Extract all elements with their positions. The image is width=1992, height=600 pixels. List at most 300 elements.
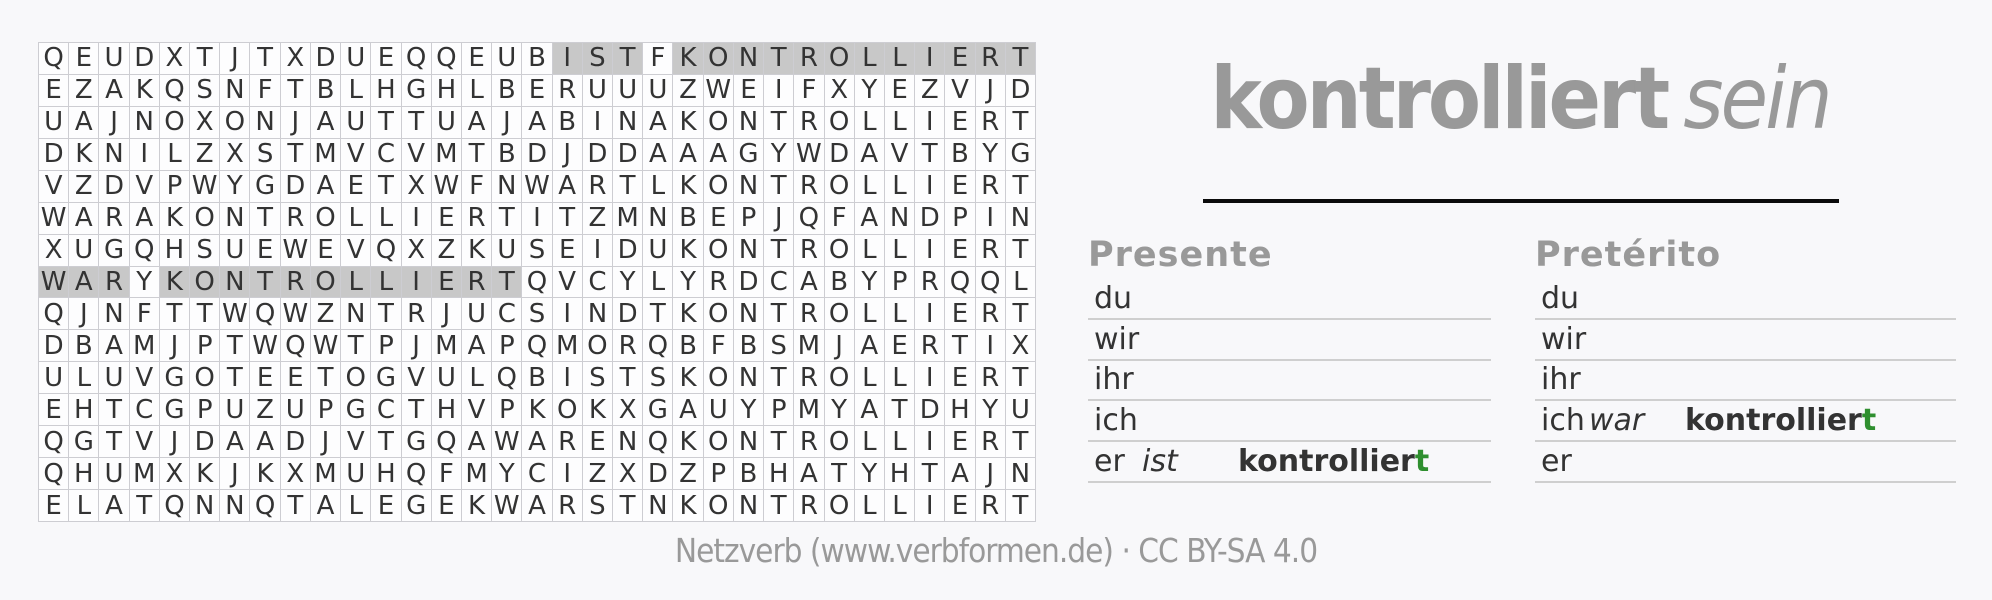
grid-cell[interactable]: F xyxy=(794,75,824,107)
grid-cell[interactable]: A xyxy=(462,426,492,458)
grid-cell[interactable]: N xyxy=(220,490,250,522)
grid-cell[interactable]: L xyxy=(885,426,915,458)
grid-cell[interactable]: T xyxy=(220,362,250,394)
grid-cell[interactable]: K xyxy=(673,426,703,458)
grid-cell[interactable]: J xyxy=(220,43,250,75)
grid-cell[interactable]: G xyxy=(402,75,432,107)
grid-cell[interactable]: B xyxy=(553,107,583,139)
grid-cell[interactable]: E xyxy=(945,235,975,267)
grid-cell[interactable]: C xyxy=(371,139,401,171)
grid-cell[interactable]: N xyxy=(1006,458,1036,490)
grid-cell[interactable]: F xyxy=(432,458,462,490)
grid-cell[interactable]: A xyxy=(99,75,129,107)
grid-cell[interactable]: R xyxy=(281,203,311,235)
grid-cell[interactable]: X xyxy=(402,235,432,267)
grid-cell[interactable]: R xyxy=(402,298,432,330)
grid-cell[interactable]: A xyxy=(794,267,824,299)
grid-cell[interactable]: A xyxy=(522,490,552,522)
grid-cell[interactable]: R xyxy=(976,298,1006,330)
grid-cell[interactable]: E xyxy=(39,75,69,107)
grid-cell[interactable]: T xyxy=(764,107,794,139)
grid-cell[interactable]: U xyxy=(341,458,371,490)
grid-cell[interactable]: F xyxy=(643,43,673,75)
grid-cell[interactable]: N xyxy=(250,107,280,139)
grid-cell[interactable]: R xyxy=(794,43,824,75)
grid-cell[interactable]: C xyxy=(371,394,401,426)
grid-cell[interactable]: B xyxy=(522,43,552,75)
grid-cell[interactable]: A xyxy=(704,139,734,171)
grid-cell[interactable]: A xyxy=(69,267,99,299)
grid-cell[interactable]: I xyxy=(553,458,583,490)
grid-cell[interactable]: J xyxy=(160,330,190,362)
grid-cell[interactable]: T xyxy=(915,458,945,490)
grid-cell[interactable]: E xyxy=(281,362,311,394)
grid-cell[interactable]: A xyxy=(553,171,583,203)
grid-cell[interactable]: U xyxy=(613,75,643,107)
grid-cell[interactable]: N xyxy=(99,298,129,330)
grid-cell[interactable]: B xyxy=(673,330,703,362)
grid-cell[interactable]: R xyxy=(613,330,643,362)
grid-cell[interactable]: B xyxy=(825,267,855,299)
grid-cell[interactable]: P xyxy=(371,330,401,362)
word-search-grid[interactable] xyxy=(38,42,1036,522)
grid-cell[interactable]: L xyxy=(643,171,673,203)
grid-cell[interactable]: G xyxy=(402,490,432,522)
grid-cell[interactable]: O xyxy=(825,490,855,522)
grid-cell[interactable]: A xyxy=(643,139,673,171)
grid-cell[interactable]: O xyxy=(341,362,371,394)
grid-cell[interactable]: T xyxy=(643,298,673,330)
grid-cell[interactable]: O xyxy=(160,107,190,139)
grid-cell[interactable]: G xyxy=(341,394,371,426)
grid-cell[interactable]: O xyxy=(704,107,734,139)
grid-cell[interactable]: G xyxy=(69,426,99,458)
grid-cell[interactable]: I xyxy=(915,107,945,139)
grid-cell[interactable]: Y xyxy=(825,394,855,426)
grid-cell[interactable]: X xyxy=(220,139,250,171)
grid-cell[interactable]: T xyxy=(1006,235,1036,267)
grid-cell[interactable]: N xyxy=(734,171,764,203)
grid-cell[interactable]: B xyxy=(673,203,703,235)
grid-cell[interactable]: A xyxy=(673,139,703,171)
grid-cell[interactable]: P xyxy=(311,394,341,426)
grid-cell[interactable]: O xyxy=(311,203,341,235)
grid-cell[interactable]: T xyxy=(1006,43,1036,75)
grid-cell[interactable]: Y xyxy=(130,267,160,299)
grid-cell[interactable]: D xyxy=(99,171,129,203)
grid-cell[interactable]: N xyxy=(643,490,673,522)
grid-cell[interactable]: L xyxy=(341,267,371,299)
grid-cell[interactable]: X xyxy=(190,107,220,139)
grid-cell[interactable]: W xyxy=(704,75,734,107)
grid-cell[interactable]: Y xyxy=(613,267,643,299)
grid-cell[interactable]: T xyxy=(371,171,401,203)
grid-cell[interactable]: D xyxy=(583,139,613,171)
grid-cell[interactable]: P xyxy=(492,330,522,362)
grid-cell[interactable]: X xyxy=(613,458,643,490)
grid-cell[interactable]: N xyxy=(734,426,764,458)
grid-cell[interactable]: I xyxy=(583,107,613,139)
grid-cell[interactable]: L xyxy=(462,75,492,107)
grid-cell[interactable]: T xyxy=(371,426,401,458)
grid-cell[interactable]: A xyxy=(643,107,673,139)
grid-cell[interactable]: O xyxy=(311,267,341,299)
grid-cell[interactable]: K xyxy=(673,490,703,522)
grid-cell[interactable]: W xyxy=(794,139,824,171)
grid-cell[interactable]: J xyxy=(976,458,1006,490)
grid-cell[interactable]: J xyxy=(825,330,855,362)
grid-cell[interactable]: E xyxy=(432,267,462,299)
grid-cell[interactable]: T xyxy=(764,171,794,203)
grid-cell[interactable]: R xyxy=(553,490,583,522)
grid-cell[interactable]: G xyxy=(160,362,190,394)
grid-cell[interactable]: E xyxy=(945,171,975,203)
grid-cell[interactable]: S xyxy=(522,235,552,267)
grid-cell[interactable]: O xyxy=(825,362,855,394)
grid-cell[interactable]: W xyxy=(281,235,311,267)
grid-cell[interactable]: G xyxy=(1006,139,1036,171)
grid-cell[interactable]: D xyxy=(643,458,673,490)
grid-cell[interactable]: T xyxy=(311,362,341,394)
grid-cell[interactable]: T xyxy=(1006,171,1036,203)
grid-cell[interactable]: P xyxy=(492,394,522,426)
grid-cell[interactable]: N xyxy=(885,203,915,235)
grid-cell[interactable]: E xyxy=(341,171,371,203)
grid-cell[interactable]: W xyxy=(39,267,69,299)
grid-cell[interactable]: N xyxy=(613,107,643,139)
grid-cell[interactable]: R xyxy=(976,107,1006,139)
grid-cell[interactable]: T xyxy=(764,298,794,330)
grid-cell[interactable]: N xyxy=(130,107,160,139)
grid-cell[interactable]: R xyxy=(915,267,945,299)
grid-cell[interactable]: Z xyxy=(69,75,99,107)
grid-cell[interactable]: T xyxy=(220,330,250,362)
grid-cell[interactable]: I xyxy=(976,203,1006,235)
grid-cell[interactable]: O xyxy=(704,235,734,267)
grid-cell[interactable]: R xyxy=(794,235,824,267)
grid-cell[interactable]: E xyxy=(39,394,69,426)
grid-cell[interactable]: T xyxy=(1006,362,1036,394)
grid-cell[interactable]: D xyxy=(281,171,311,203)
grid-cell[interactable]: L xyxy=(855,426,885,458)
grid-cell[interactable]: R xyxy=(976,426,1006,458)
grid-cell[interactable]: E xyxy=(69,43,99,75)
grid-cell[interactable]: H xyxy=(885,458,915,490)
grid-cell[interactable]: D xyxy=(734,267,764,299)
grid-cell[interactable]: K xyxy=(462,490,492,522)
grid-cell[interactable]: M xyxy=(613,203,643,235)
grid-cell[interactable]: T xyxy=(281,75,311,107)
grid-cell[interactable]: U xyxy=(99,458,129,490)
grid-cell[interactable]: J xyxy=(553,139,583,171)
grid-cell[interactable]: L xyxy=(855,490,885,522)
grid-cell[interactable]: W xyxy=(220,298,250,330)
grid-cell[interactable]: N xyxy=(734,43,764,75)
grid-cell[interactable]: Q xyxy=(281,330,311,362)
grid-cell[interactable]: T xyxy=(281,490,311,522)
grid-cell[interactable]: O xyxy=(704,362,734,394)
grid-cell[interactable]: I xyxy=(553,43,583,75)
grid-cell[interactable]: T xyxy=(99,426,129,458)
grid-cell[interactable]: Q xyxy=(39,426,69,458)
grid-cell[interactable]: I xyxy=(764,75,794,107)
grid-cell[interactable]: A xyxy=(250,426,280,458)
grid-cell[interactable]: K xyxy=(673,43,703,75)
grid-cell[interactable]: J xyxy=(976,75,1006,107)
grid-cell[interactable]: V xyxy=(462,394,492,426)
grid-cell[interactable]: V xyxy=(341,139,371,171)
grid-cell[interactable]: F xyxy=(130,298,160,330)
grid-cell[interactable]: N xyxy=(492,171,522,203)
grid-cell[interactable]: U xyxy=(99,362,129,394)
grid-cell[interactable]: Q xyxy=(371,235,401,267)
grid-cell[interactable]: K xyxy=(673,171,703,203)
grid-cell[interactable]: M xyxy=(462,458,492,490)
grid-cell[interactable]: J xyxy=(99,107,129,139)
grid-cell[interactable]: A xyxy=(522,426,552,458)
grid-cell[interactable]: T xyxy=(160,298,190,330)
grid-cell[interactable]: U xyxy=(492,43,522,75)
grid-cell[interactable]: T xyxy=(250,267,280,299)
grid-cell[interactable]: X xyxy=(281,458,311,490)
grid-cell[interactable]: E xyxy=(885,330,915,362)
grid-cell[interactable]: Q xyxy=(522,330,552,362)
grid-cell[interactable]: H xyxy=(160,235,190,267)
grid-cell[interactable]: S xyxy=(583,43,613,75)
grid-cell[interactable]: I xyxy=(130,139,160,171)
grid-cell[interactable]: N xyxy=(734,490,764,522)
grid-cell[interactable]: T xyxy=(613,490,643,522)
grid-cell[interactable]: T xyxy=(945,330,975,362)
grid-cell[interactable]: G xyxy=(99,235,129,267)
grid-cell[interactable]: Q xyxy=(130,235,160,267)
grid-cell[interactable]: T xyxy=(492,267,522,299)
grid-cell[interactable]: Z xyxy=(250,394,280,426)
grid-cell[interactable]: P xyxy=(190,330,220,362)
grid-cell[interactable]: M xyxy=(311,458,341,490)
grid-cell[interactable]: K xyxy=(130,75,160,107)
grid-cell[interactable]: N xyxy=(613,426,643,458)
grid-cell[interactable]: C xyxy=(764,267,794,299)
grid-cell[interactable]: K xyxy=(160,203,190,235)
grid-cell[interactable]: G xyxy=(643,394,673,426)
grid-cell[interactable]: L xyxy=(341,75,371,107)
grid-cell[interactable]: V xyxy=(553,267,583,299)
grid-cell[interactable]: Y xyxy=(976,139,1006,171)
grid-cell[interactable]: K xyxy=(190,458,220,490)
grid-cell[interactable]: L xyxy=(885,490,915,522)
grid-cell[interactable]: E xyxy=(250,235,280,267)
grid-cell[interactable]: H xyxy=(432,75,462,107)
grid-cell[interactable]: V xyxy=(945,75,975,107)
grid-cell[interactable]: L xyxy=(69,362,99,394)
grid-cell[interactable]: W xyxy=(522,171,552,203)
grid-cell[interactable]: E xyxy=(945,490,975,522)
grid-cell[interactable]: I xyxy=(915,490,945,522)
grid-cell[interactable]: O xyxy=(220,107,250,139)
grid-cell[interactable]: L xyxy=(855,362,885,394)
grid-cell[interactable]: T xyxy=(190,298,220,330)
grid-cell[interactable]: U xyxy=(704,394,734,426)
grid-cell[interactable]: R xyxy=(976,235,1006,267)
grid-cell[interactable]: Q xyxy=(522,267,552,299)
grid-cell[interactable]: A xyxy=(945,458,975,490)
grid-cell[interactable]: A xyxy=(855,139,885,171)
grid-cell[interactable]: E xyxy=(885,75,915,107)
grid-cell[interactable]: Q xyxy=(250,298,280,330)
grid-cell[interactable]: W xyxy=(39,203,69,235)
grid-cell[interactable]: O xyxy=(704,171,734,203)
grid-cell[interactable]: D xyxy=(522,139,552,171)
grid-cell[interactable]: G xyxy=(250,171,280,203)
grid-cell[interactable]: A xyxy=(673,394,703,426)
grid-cell[interactable]: P xyxy=(734,203,764,235)
grid-cell[interactable]: G xyxy=(402,426,432,458)
grid-cell[interactable]: F xyxy=(825,203,855,235)
grid-cell[interactable]: K xyxy=(583,394,613,426)
grid-cell[interactable]: N xyxy=(341,298,371,330)
grid-cell[interactable]: K xyxy=(462,235,492,267)
grid-cell[interactable]: B xyxy=(734,330,764,362)
grid-cell[interactable]: P xyxy=(704,458,734,490)
grid-cell[interactable]: Y xyxy=(855,458,885,490)
grid-cell[interactable]: B xyxy=(69,330,99,362)
grid-cell[interactable]: T xyxy=(492,203,522,235)
grid-cell[interactable]: F xyxy=(462,171,492,203)
grid-cell[interactable]: A xyxy=(311,107,341,139)
grid-cell[interactable]: M xyxy=(432,139,462,171)
grid-cell[interactable]: V xyxy=(130,171,160,203)
grid-cell[interactable]: D xyxy=(190,426,220,458)
grid-cell[interactable]: Z xyxy=(432,235,462,267)
grid-cell[interactable]: T xyxy=(99,394,129,426)
grid-cell[interactable]: K xyxy=(250,458,280,490)
grid-cell[interactable]: T xyxy=(130,490,160,522)
grid-cell[interactable]: E xyxy=(945,426,975,458)
grid-cell[interactable]: Q xyxy=(39,43,69,75)
grid-cell[interactable]: U xyxy=(492,235,522,267)
grid-cell[interactable]: X xyxy=(39,235,69,267)
grid-cell[interactable]: Y xyxy=(220,171,250,203)
grid-cell[interactable]: O xyxy=(704,43,734,75)
grid-cell[interactable]: P xyxy=(764,394,794,426)
grid-cell[interactable]: U xyxy=(583,75,613,107)
grid-cell[interactable]: T xyxy=(613,43,643,75)
grid-cell[interactable]: D xyxy=(39,139,69,171)
grid-cell[interactable]: U xyxy=(99,43,129,75)
grid-cell[interactable]: E xyxy=(553,235,583,267)
grid-cell[interactable]: M xyxy=(130,458,160,490)
grid-cell[interactable]: I xyxy=(915,362,945,394)
grid-cell[interactable]: O xyxy=(825,235,855,267)
grid-cell[interactable]: P xyxy=(160,171,190,203)
grid-cell[interactable]: R xyxy=(99,203,129,235)
grid-cell[interactable]: O xyxy=(190,267,220,299)
grid-cell[interactable]: R xyxy=(704,267,734,299)
grid-cell[interactable]: J xyxy=(402,330,432,362)
grid-cell[interactable]: N xyxy=(734,362,764,394)
grid-cell[interactable]: E xyxy=(704,203,734,235)
grid-cell[interactable]: L xyxy=(885,235,915,267)
grid-cell[interactable]: Q xyxy=(432,426,462,458)
grid-cell[interactable]: G xyxy=(371,362,401,394)
grid-cell[interactable]: N xyxy=(734,298,764,330)
grid-cell[interactable]: A xyxy=(855,330,885,362)
grid-cell[interactable]: E xyxy=(583,426,613,458)
grid-cell[interactable]: D xyxy=(130,43,160,75)
grid-cell[interactable]: N xyxy=(1006,203,1036,235)
grid-cell[interactable]: X xyxy=(281,43,311,75)
grid-cell[interactable]: L xyxy=(69,490,99,522)
grid-cell[interactable]: S xyxy=(190,75,220,107)
grid-cell[interactable]: R xyxy=(976,490,1006,522)
grid-cell[interactable]: P xyxy=(945,203,975,235)
grid-cell[interactable]: Z xyxy=(915,75,945,107)
grid-cell[interactable]: E xyxy=(250,362,280,394)
grid-cell[interactable]: I xyxy=(915,43,945,75)
grid-cell[interactable]: Y xyxy=(492,458,522,490)
grid-cell[interactable]: X xyxy=(1006,330,1036,362)
grid-cell[interactable]: O xyxy=(825,171,855,203)
grid-cell[interactable]: O xyxy=(190,203,220,235)
grid-cell[interactable]: B xyxy=(492,139,522,171)
grid-cell[interactable]: S xyxy=(250,139,280,171)
grid-cell[interactable]: N xyxy=(734,235,764,267)
grid-cell[interactable]: S xyxy=(190,235,220,267)
grid-cell[interactable]: U xyxy=(220,235,250,267)
grid-cell[interactable]: L xyxy=(341,490,371,522)
grid-cell[interactable]: J xyxy=(160,426,190,458)
grid-cell[interactable]: Q xyxy=(643,330,673,362)
grid-cell[interactable]: G xyxy=(734,139,764,171)
grid-cell[interactable]: U xyxy=(39,107,69,139)
grid-cell[interactable]: H xyxy=(432,394,462,426)
grid-cell[interactable]: S xyxy=(583,362,613,394)
grid-cell[interactable]: T xyxy=(613,362,643,394)
grid-cell[interactable]: A xyxy=(794,458,824,490)
grid-cell[interactable]: O xyxy=(553,394,583,426)
grid-cell[interactable]: J xyxy=(764,203,794,235)
grid-cell[interactable]: M xyxy=(130,330,160,362)
grid-cell[interactable]: Q xyxy=(160,490,190,522)
grid-cell[interactable]: U xyxy=(643,235,673,267)
grid-cell[interactable]: B xyxy=(522,362,552,394)
grid-cell[interactable]: R xyxy=(794,490,824,522)
grid-cell[interactable]: T xyxy=(764,490,794,522)
grid-cell[interactable]: L xyxy=(371,267,401,299)
grid-cell[interactable]: T xyxy=(613,171,643,203)
grid-cell[interactable]: T xyxy=(371,107,401,139)
grid-cell[interactable]: D xyxy=(613,235,643,267)
grid-cell[interactable]: Q xyxy=(976,267,1006,299)
grid-cell[interactable]: T xyxy=(371,298,401,330)
grid-cell[interactable]: R xyxy=(553,426,583,458)
grid-cell[interactable]: Z xyxy=(673,75,703,107)
grid-cell[interactable]: Z xyxy=(583,458,613,490)
grid-cell[interactable]: O xyxy=(583,330,613,362)
grid-cell[interactable]: O xyxy=(825,426,855,458)
grid-cell[interactable]: T xyxy=(341,330,371,362)
grid-cell[interactable]: D xyxy=(39,330,69,362)
grid-cell[interactable]: Q xyxy=(402,458,432,490)
grid-cell[interactable]: N xyxy=(734,107,764,139)
grid-cell[interactable]: L xyxy=(855,235,885,267)
grid-cell[interactable]: K xyxy=(673,362,703,394)
grid-cell[interactable]: H xyxy=(371,458,401,490)
grid-cell[interactable]: J xyxy=(281,107,311,139)
grid-cell[interactable]: V xyxy=(130,426,160,458)
grid-cell[interactable]: Q xyxy=(945,267,975,299)
